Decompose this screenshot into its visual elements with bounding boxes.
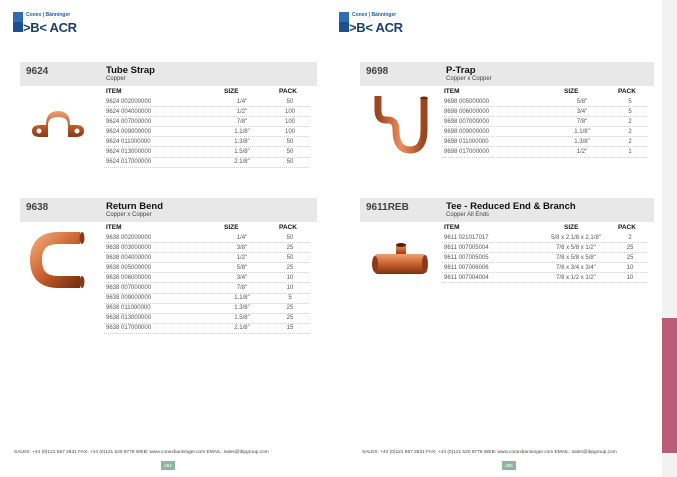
item-code: 9698 006000000	[444, 108, 490, 115]
item-code: 9624 011000000	[106, 138, 151, 145]
table-header	[442, 223, 647, 233]
item-code: 9638 006000000	[106, 274, 152, 281]
table-row	[104, 304, 309, 314]
table-row	[104, 107, 309, 117]
item-pack: 10	[626, 274, 634, 281]
product-code: 9698	[366, 66, 389, 77]
product-return-bend	[20, 198, 317, 363]
item-size: 2.1/8"	[234, 159, 250, 166]
product-title: Return Bend	[106, 201, 163, 212]
column-item: ITEM	[444, 224, 460, 231]
item-size: 1.5/8"	[234, 315, 250, 322]
item-pack: 25	[626, 254, 634, 261]
table-row	[104, 294, 309, 304]
table-row	[104, 137, 309, 147]
column-size: SIZE	[564, 224, 579, 231]
item-pack: 10	[626, 264, 634, 271]
column-size: SIZE	[224, 88, 239, 95]
table-row	[442, 97, 647, 107]
product-header	[360, 198, 654, 222]
item-pack: 50	[286, 148, 294, 155]
item-size: 5/8"	[236, 264, 248, 271]
table-row	[104, 158, 309, 168]
item-code: 9638 017000000	[106, 325, 152, 332]
item-pack: 50	[286, 159, 294, 166]
item-code: 9624 013000000	[106, 148, 152, 155]
item-code: 9624 007000000	[106, 118, 152, 125]
item-code: 9698 009000000	[444, 128, 490, 135]
column-pack: PACK	[279, 88, 297, 95]
item-pack: 2	[628, 128, 632, 135]
item-code: 9638 005000000	[106, 264, 152, 271]
item-pack: 100	[284, 128, 295, 135]
table-row	[104, 127, 309, 137]
product-tube-strap	[20, 62, 317, 192]
item-pack: 100	[284, 118, 295, 125]
column-item: ITEM	[106, 224, 122, 231]
item-pack: 25	[286, 264, 294, 271]
item-size: 1.1/8"	[234, 295, 250, 302]
product-header	[360, 62, 654, 86]
item-size: 1.5/8"	[234, 148, 250, 155]
item-pack: 50	[286, 138, 294, 145]
item-code: 9611 007005004	[444, 244, 489, 251]
product-subtitle: Copper x Copper	[446, 76, 492, 82]
item-code: 9638 009000000	[106, 295, 152, 302]
page-number-left: 284	[161, 461, 175, 470]
table-row	[104, 283, 309, 293]
item-code: 9611 007006006	[444, 264, 489, 271]
return-bend-image	[28, 228, 92, 295]
item-code: 9698 017000000	[444, 148, 490, 155]
table-header	[104, 87, 309, 97]
table-row	[442, 117, 647, 127]
section-tab	[662, 318, 677, 453]
item-pack: 25	[286, 315, 294, 322]
item-code: 9624 004000000	[106, 108, 152, 115]
table-row	[104, 253, 309, 263]
item-size: 5/8"	[576, 98, 588, 105]
item-size: 7/8 x 5/8 x 5/8"	[556, 254, 596, 261]
brand-mark: >B< ACR	[23, 20, 77, 35]
product-code: 9611REB	[366, 202, 409, 213]
item-pack: 1	[628, 148, 632, 155]
item-code: 9611 007005005	[444, 254, 489, 261]
item-pack: 50	[286, 234, 294, 241]
item-pack: 10	[286, 284, 294, 291]
item-pack: 15	[286, 325, 294, 332]
product-table	[104, 223, 309, 334]
item-size: 2.1/8"	[234, 325, 250, 332]
item-pack: 5	[288, 295, 292, 302]
table-header	[104, 223, 309, 233]
item-code: 9638 003000000	[106, 244, 152, 251]
table-row	[104, 263, 309, 273]
brand-name: Conex | Bänninger	[352, 12, 397, 18]
product-title: Tee - Reduced End & Branch	[446, 201, 576, 212]
table-row	[442, 263, 647, 273]
item-pack: 2	[628, 118, 632, 125]
table-row	[104, 233, 309, 243]
brand-mark: >B< ACR	[349, 20, 403, 35]
item-pack: 25	[626, 244, 634, 251]
column-pack: PACK	[618, 88, 636, 95]
logo-square-icon	[13, 22, 23, 32]
item-code: 9698 007000000	[444, 118, 490, 125]
p-trap-image	[364, 90, 436, 163]
item-size: 5/8 x 2.1/8 x 2.1/8"	[551, 234, 601, 241]
item-size: 1.3/8"	[234, 305, 250, 312]
item-pack: 25	[286, 244, 294, 251]
item-size: 1/2"	[576, 148, 588, 155]
item-size: 1.1/8"	[234, 128, 250, 135]
column-pack: PACK	[279, 224, 297, 231]
item-pack: 25	[286, 305, 294, 312]
item-code: 9698 005000000	[444, 98, 490, 105]
item-size: 1.1/8"	[574, 128, 590, 135]
item-code: 9624 002000000	[106, 98, 152, 105]
table-row	[104, 147, 309, 157]
column-size: SIZE	[564, 88, 579, 95]
item-size: 7/8 x 1/2 x 1/2"	[556, 274, 596, 281]
item-size: 7/8"	[576, 118, 588, 125]
item-size: 7/8"	[236, 118, 248, 125]
brand-name: Conex | Bänninger	[26, 12, 71, 18]
item-pack: 10	[286, 274, 294, 281]
table-row	[442, 233, 647, 243]
table-row	[104, 243, 309, 253]
product-header	[20, 62, 317, 86]
product-code: 9624	[26, 66, 49, 77]
product-subtitle: Copper All Ends	[446, 212, 490, 218]
item-size: 7/8 x 5/8 x 1/2"	[556, 244, 596, 251]
item-size: 1.3/8"	[574, 138, 590, 145]
item-code: 9624 017000000	[106, 159, 152, 166]
item-code: 9624 009000000	[106, 128, 152, 135]
item-pack: 50	[286, 254, 294, 261]
item-size: 3/4"	[236, 274, 248, 281]
page-number-right: 285	[502, 461, 516, 470]
product-subtitle: Copper x Copper	[106, 212, 152, 218]
tee-image	[370, 242, 430, 283]
item-code: 9698 011000000	[444, 138, 489, 145]
logo-square-icon	[339, 22, 349, 32]
product-subtitle: Copper	[106, 76, 126, 82]
item-pack: 50	[286, 98, 294, 105]
product-table	[442, 223, 647, 283]
table-header	[442, 87, 647, 97]
table-row	[442, 243, 647, 253]
tube-strap-image	[28, 107, 88, 152]
column-pack: PACK	[618, 224, 636, 231]
table-row	[104, 117, 309, 127]
product-header	[20, 198, 317, 222]
product-table	[442, 87, 647, 158]
logo-square-icon	[13, 12, 23, 22]
item-size: 1/2"	[236, 254, 248, 261]
footer-contact-right: SALES: +44 (0)121 557 2831 FAX: +44 (0)121 520 8778 WEB: www.conexbanninger.com EMAIL: sales@ibpgroup.com	[362, 450, 617, 455]
footer-contact-left: SALES: +44 (0)121 557 2831 FAX: +44 (0)121 520 8778 WEB: www.conexbanninger.com EMAIL: sales@ibpgroup.com	[14, 450, 269, 455]
item-size: 7/8"	[236, 284, 248, 291]
column-item: ITEM	[106, 88, 122, 95]
table-row	[104, 324, 309, 334]
item-code: 9611 021017017	[444, 234, 489, 241]
product-tee-reduced	[360, 198, 654, 308]
product-title: P-Trap	[446, 65, 476, 76]
product-code: 9638	[26, 202, 49, 213]
item-size: 3/8"	[236, 244, 248, 251]
item-pack: 2	[628, 234, 632, 241]
item-pack: 100	[284, 108, 295, 115]
item-pack: 5	[628, 98, 632, 105]
item-size: 1/2"	[236, 108, 248, 115]
item-pack: 2	[628, 138, 632, 145]
item-code: 9638 007000000	[106, 284, 152, 291]
table-row	[442, 127, 647, 137]
table-row	[442, 253, 647, 263]
item-code: 9611 007004004	[444, 274, 489, 281]
item-code: 9638 004000000	[106, 254, 152, 261]
item-size: 1/4"	[236, 234, 248, 241]
table-row	[442, 137, 647, 147]
table-row	[104, 314, 309, 324]
item-code: 9638 002000000	[106, 234, 152, 241]
item-code: 9638 011000000	[106, 305, 151, 312]
logo-square-icon	[339, 12, 349, 22]
column-size: SIZE	[224, 224, 239, 231]
item-size: 1/4"	[236, 98, 248, 105]
table-row	[442, 107, 647, 117]
item-size: 7/8 x 3/4 x 3/4"	[556, 264, 596, 271]
item-size: 1.3/8"	[234, 138, 250, 145]
product-table	[104, 87, 309, 168]
item-size: 3/4"	[576, 108, 588, 115]
product-title: Tube Strap	[106, 65, 155, 76]
item-pack: 5	[628, 108, 632, 115]
product-p-trap	[360, 62, 654, 192]
table-row	[442, 147, 647, 157]
table-row	[104, 97, 309, 107]
item-code: 9638 013000000	[106, 315, 152, 322]
column-item: ITEM	[444, 88, 460, 95]
table-row	[442, 273, 647, 283]
table-row	[104, 273, 309, 283]
